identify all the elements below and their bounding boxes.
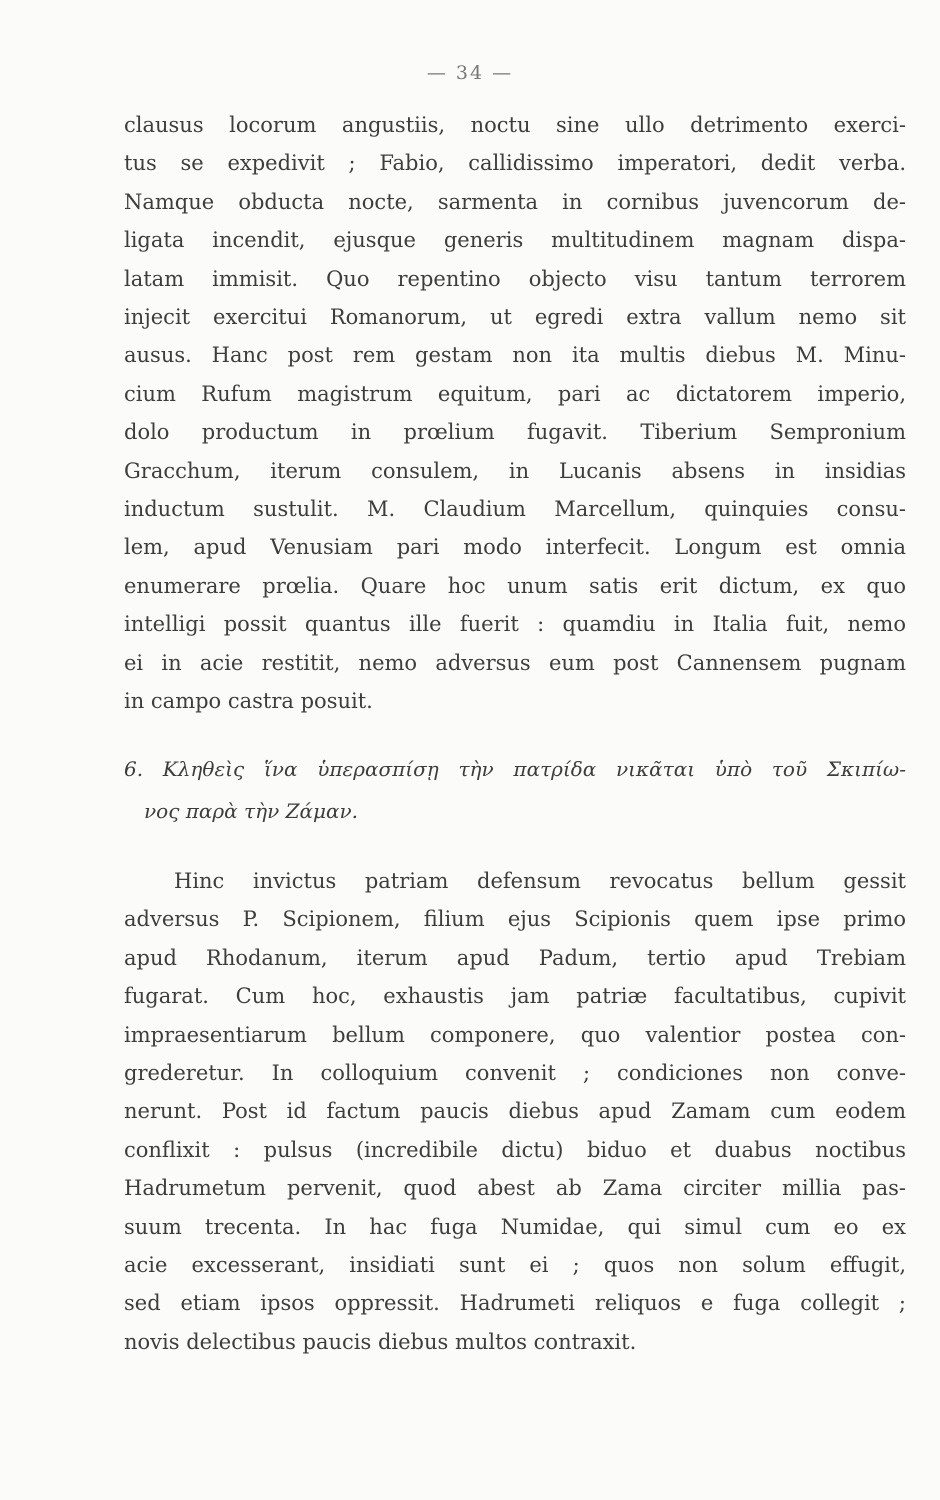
- text-line: Hadrumetum pervenit, quod abest ab Zama circiter millia pas-: [124, 1176, 906, 1201]
- text-line: fugarat. Cum hoc, exhaustis jam patriæ facultatibus, cupivit: [124, 984, 906, 1009]
- heading-line: νος παρὰ τὴν Ζάμαν.: [144, 799, 359, 823]
- text-line: cium Rufum magistrum equitum, pari ac dictatorem imperio,: [124, 381, 906, 406]
- text-line: adversus P. Scipionem, filium ejus Scipionis quem ipse primo: [124, 907, 906, 932]
- text-line: ei in acie restitit, nemo adversus eum post Cannensem pugnam: [124, 650, 906, 675]
- text-line: ausus. Hanc post rem gestam non ita multis diebus M. Minu-: [124, 343, 906, 368]
- text-line: sed etiam ipsos oppressit. Hadrumeti reliquos e fuga collegit ;: [124, 1291, 906, 1316]
- text-line: in campo castra posuit.: [124, 689, 373, 714]
- page-number: — 34 —: [426, 62, 514, 84]
- paragraph-2: [124, 862, 906, 1361]
- text-line: Hinc invictus patriam defensum revocatus bellum gessit: [174, 869, 906, 893]
- text-line: impraesentiarum bellum componere, quo valentior postea con-: [124, 1022, 906, 1047]
- text-line: novis delectibus paucis diebus multos contraxit.: [124, 1329, 637, 1354]
- text-line: suum trecenta. In hac fuga Numidae, qui simul cum eo ex: [124, 1214, 906, 1239]
- text-line: intelligi possit quantus ille fuerit : quamdiu in Italia fuit, nemo: [124, 612, 906, 637]
- text-line: inductum sustulit. M. Claudium Marcellum, quinquies consu-: [124, 497, 906, 522]
- text-line: apud Rhodanum, iterum apud Padum, tertio apud Trebiam: [124, 945, 906, 970]
- text-line: ligata incendit, ejusque generis multitudinem magnam dispa-: [124, 228, 906, 253]
- text-line: dolo productum in prœlium fugavit. Tiberium Sempronium: [124, 420, 906, 445]
- text-line: enumerare prœlia. Quare hoc unum satis erit dictum, ex quo: [124, 573, 906, 598]
- section-heading: [124, 748, 906, 832]
- text-line: Gracchum, iterum consulem, in Lucanis absens in insidias: [124, 458, 906, 483]
- text-line: Namque obducta nocte, sarmenta in cornibus juvencorum de-: [124, 189, 906, 214]
- heading-line: 6. Κληθεὶς ἵνα ὑπερασπίσῃ τὴν πατρίδα νικᾶται ὑπὸ τοῦ Σκιπίω-: [124, 757, 906, 781]
- text-line: acie excesserant, insidiati sunt ei ; quos non solum effugit,: [124, 1253, 906, 1278]
- text-line: tus se expedivit ; Fabio, callidissimo imperatori, dedit verba.: [124, 151, 906, 176]
- text-line: nerunt. Post id factum paucis diebus apud Zamam cum eodem: [124, 1099, 906, 1124]
- paragraph-1: [124, 106, 906, 721]
- text-line: injecit exercitui Romanorum, ut egredi extra vallum nemo sit: [124, 305, 906, 330]
- text-line: lem, apud Venusiam pari modo interfecit. Longum est omnia: [124, 535, 906, 560]
- text-line: conflixit : pulsus (incredibile dictu) biduo et duabus noctibus: [124, 1137, 906, 1162]
- text-line: latam immisit. Quo repentino objecto visu tantum terrorem: [124, 266, 906, 291]
- text-line: clausus locorum angustiis, noctu sine ullo detrimento exerci-: [124, 113, 906, 137]
- text-line: grederetur. In colloquium convenit ; condiciones non conve-: [124, 1061, 906, 1086]
